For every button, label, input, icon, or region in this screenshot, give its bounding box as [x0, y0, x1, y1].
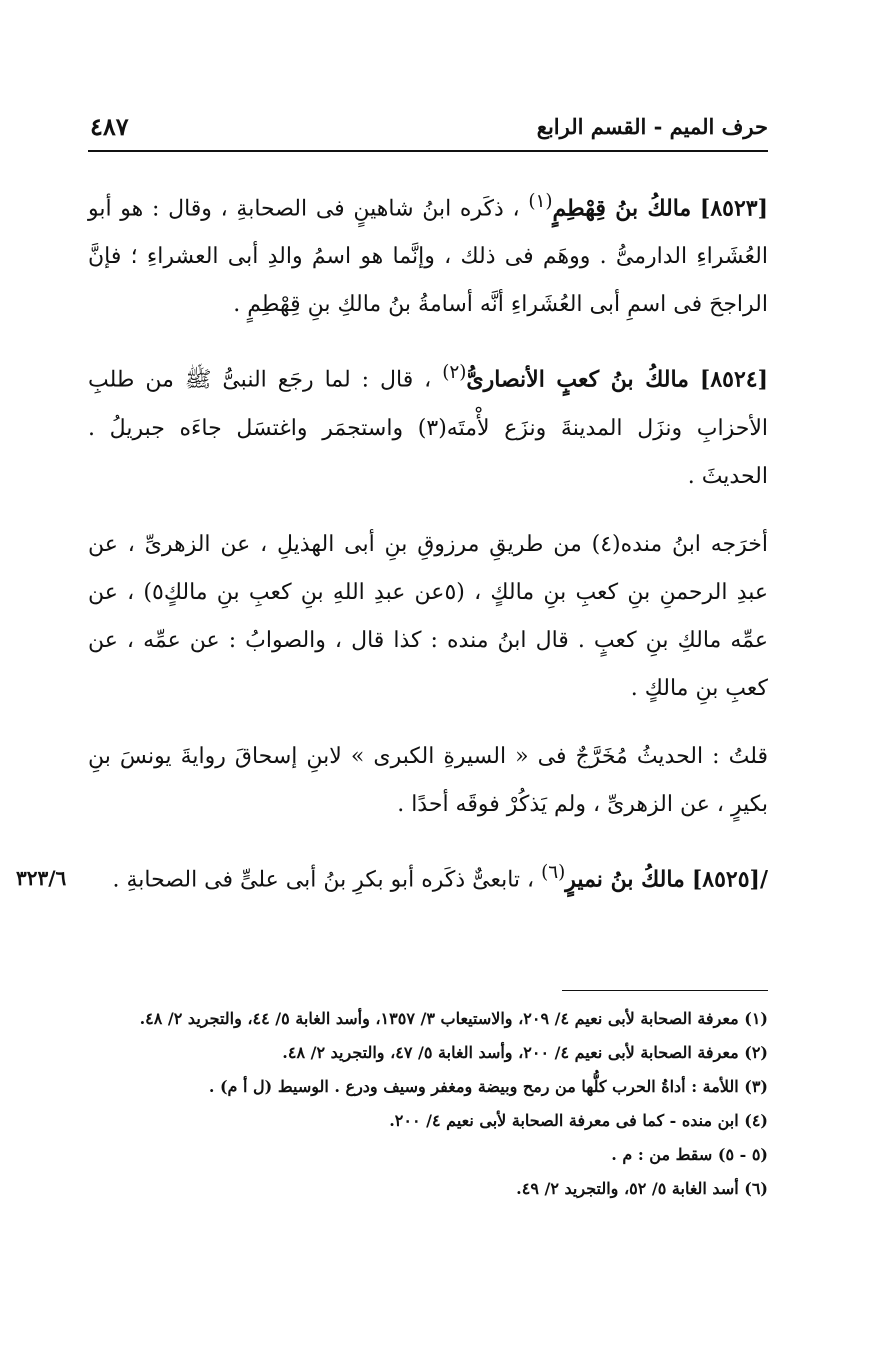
page-header [88, 108, 768, 148]
paragraph: قلتُ : الحديثُ مُخَرَّجٌ فى « السيرةِ الكبرى » لابنِ إسحاقَ روايةَ يونسَ بنِ بكيرٍ ، عن الزهرىِّ ، ولم يَذكُرْ فوقَه أحدًا . [88, 743, 768, 817]
footnote: (٦) أسد الغابة ٥/ ٥٢، والتجريد ٢/ ٤٩. [516, 1179, 768, 1198]
footnote: (٥ - ٥) سقط من : م . [611, 1145, 768, 1164]
entry-number: [٨٥٢٥] [691, 865, 760, 892]
footnote: (٢) معرفة الصحابة لأبى نعيم ٤/ ٢٠٠، وأسد الغابة ٥/ ٤٧، والتجريد ٢/ ٤٨. [282, 1043, 768, 1062]
entry-8524 [88, 349, 768, 500]
main-text [88, 178, 768, 924]
entry-number: [٨٥٢٤] [699, 366, 769, 393]
footnote-ref: (١) [528, 191, 553, 212]
footnotes [88, 1004, 768, 1208]
page-number: ٤٨٧ [90, 112, 129, 141]
margin-reference: ٣٢٣/٦ [16, 866, 67, 890]
footnote-rule [562, 990, 768, 991]
footnote: (٣) اللأمة : أداةُ الحرب كلُّها من رمح وبيضة ومغفر وسيف ودرع . الوسيط (ل أ م) . [208, 1077, 768, 1096]
entry-8525 [88, 849, 768, 904]
page-break-marker: / [759, 865, 768, 892]
entry-text: ، ذكَره ابنُ شاهينٍ فى الصحابةِ ، وقال : هو أبو العُشَراءِ الدارمىُّ . ووهَم فى ذلك ، وإنَّما هو اسمُ والدِ أبى العشراءِ ؛ فإنَّ الراجحَ فى اسمِ أبى العُشَراءِ أنَّه أسامةُ بنُ مالكِ بنِ قِهْطِمٍ . [88, 196, 768, 318]
entry-text: ، تابعىٌّ ذكَره أبو بكرِ بنُ أبى علىٍّ فى الصحابةِ . [112, 866, 535, 892]
entry-name: مالكُ بنُ كعبٍ الأنصارىُّ [466, 366, 689, 393]
footnote: (١) معرفة الصحابة لأبى نعيم ٤/ ٢٠٩، والاستيعاب ٣/ ١٣٥٧، وأسد الغابة ٥/ ٤٤، والتجريد ٢/ ٤٨. [139, 1009, 768, 1028]
footnote-ref: (٦) [541, 861, 566, 883]
entry-number: [٨٥٢٣] [699, 195, 768, 222]
entry-name: مالكُ بنُ نميرٍ [565, 865, 685, 892]
entry-name: مالكُ بنُ قِهْطِمٍ [552, 195, 692, 222]
running-title: حرف الميم - القسم الرابع [536, 114, 768, 139]
footnote: (٤) ابن منده - كما فى معرفة الصحابة لأبى نعيم ٤/ ٢٠٠. [389, 1111, 768, 1130]
footnote-ref: (٢) [442, 362, 467, 384]
header-rule [88, 150, 768, 152]
paragraph: أخرَجه ابنُ منده(٤) من طريقِ مرزوقِ بنِ أبى الهذيلِ ، عن الزهرىِّ ، عن عبدِ الرحمنِ بنِ كعبِ بنِ مالكٍ ، (٥عن عبدِ اللهِ بنِ كعبِ بنِ مالكٍ٥) ، عن عمِّه مالكِ بنِ كعبٍ . قال ابنُ منده : كذا قال ، والصوابُ : عن عمِّه ، عن كعبِ بنِ مالكٍ . [88, 531, 769, 701]
entry-8523 [88, 178, 768, 329]
entry-text: ، قال : لما رجَع النبىُّ ﷺ من طلبِ الأحزابِ ونزَل المدينةَ ونزَع لأْمتَه(٣) واستجمَر واغتسَل جاءَه جبريلُ . الحديثَ . [88, 367, 768, 489]
